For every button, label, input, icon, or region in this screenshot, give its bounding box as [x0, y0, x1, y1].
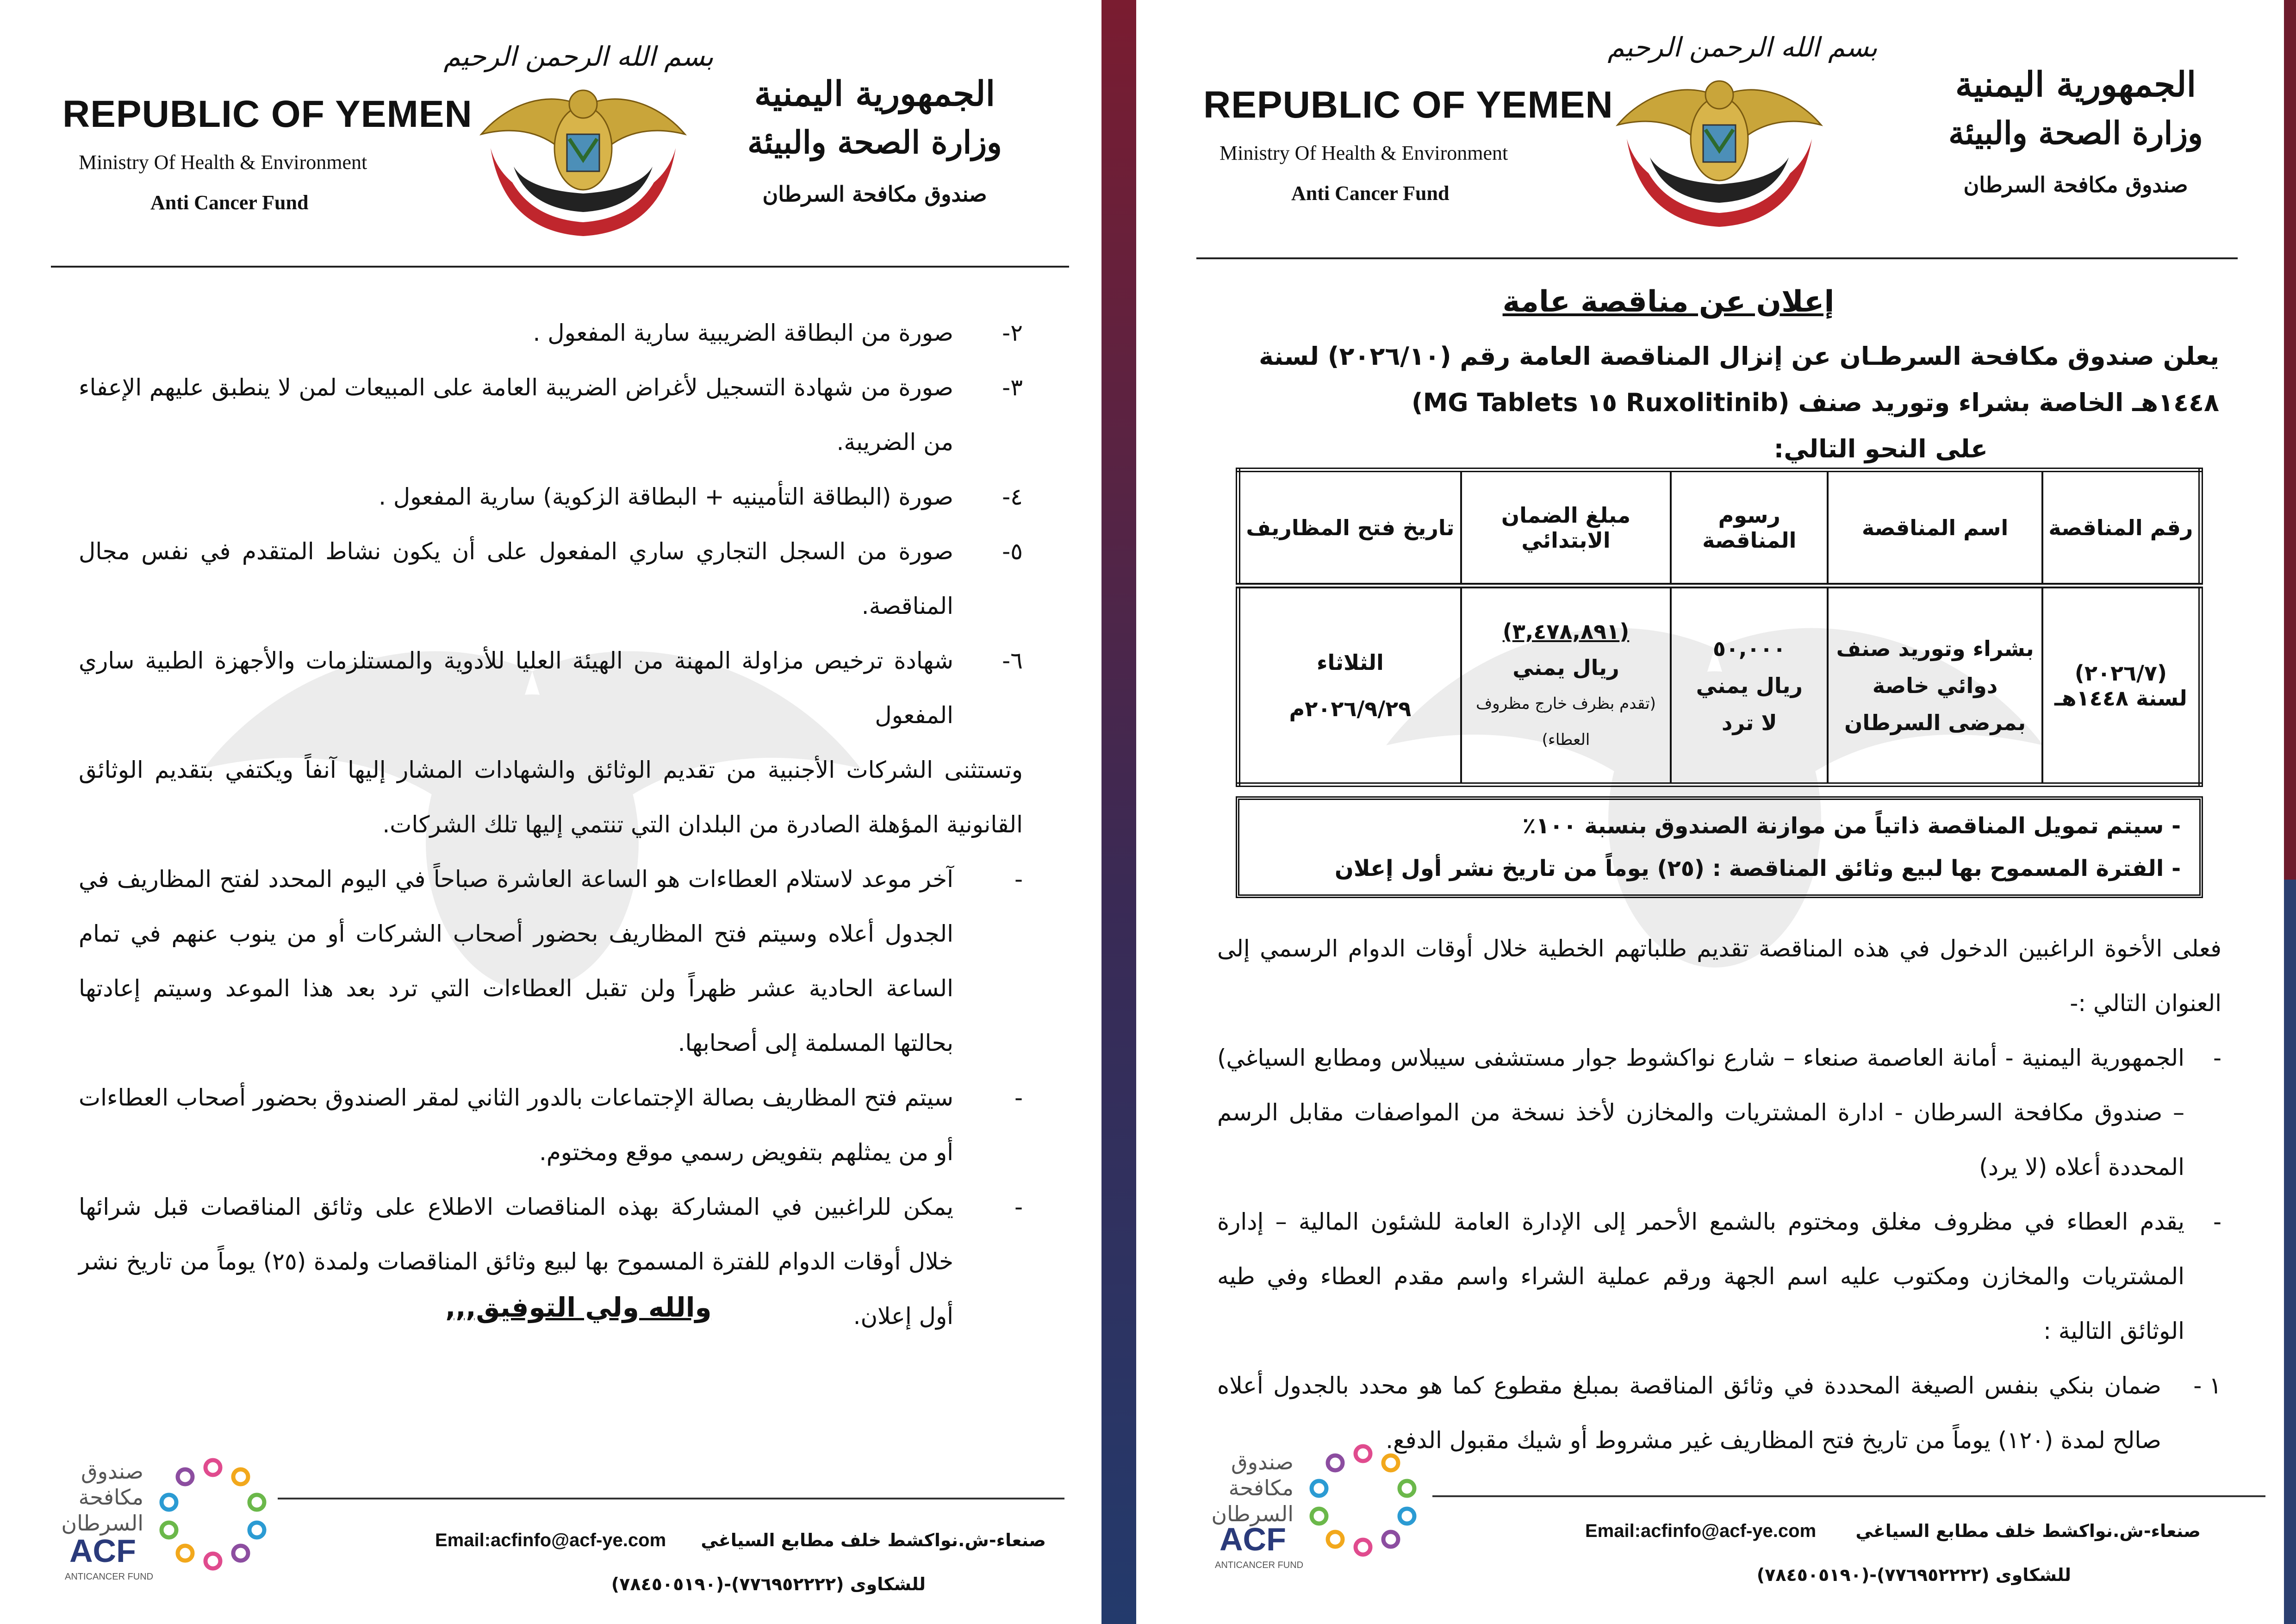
bullet-item: - يمكن للراغبين في المشاركة بهذه المناقصات الاطلاع على وثائق المناقصات قبل شرائها خلال أوقات الدوام للفترة المسموح بها لبيع وثائق المناقصات ولمدة (٢٥) يوماً من تاريخ نشر أول إعلان.	[79, 1193, 1023, 1330]
document-page-right	[1136, 0, 2284, 1624]
announcement-title: إعلان عن مناقصة عامة	[1502, 285, 1835, 319]
tender-table	[1236, 468, 2203, 787]
closing-line: والله ولي التوفيق,,,	[445, 1292, 712, 1323]
foreign-companies-paragraph: وتستثنى الشركات الأجنبية من تقديم الوثائق والشهادات المشار إليها آنفاً ويكتفي بتقديم الوثائق القانونية المؤهلة الصادرة من البلدان التي تنتمي إليها تلك الشركات.	[79, 756, 1023, 838]
acf-logo-ar-text: صندوق مكافحة السرطان	[1211, 1449, 1294, 1526]
col-header: رسوم المناقصة	[1671, 470, 1828, 586]
footer-divider	[1432, 1495, 2265, 1497]
footer-address: صنعاء-ش.نواكشط خلف مطابع السياغي	[1855, 1521, 2201, 1541]
acf-ribbon-circle-icon	[153, 1454, 273, 1574]
acf-logo-en-sub: ANTICANCER FUND	[65, 1572, 154, 1582]
doc-list-item: ٣- صورة من شهادة التسجيل لأغراض الضريبة العامة على المبيعات لمن لا ينطبق عليهم الإعفاء من الضريبة.	[79, 374, 1023, 456]
footer-divider	[278, 1498, 1064, 1499]
notes-box	[1236, 796, 2203, 898]
cell-guarantee: (٣,٤٧٨,٨٩١) ريال يمني (تقدم بظرف خارج مظروف العطاء)	[1461, 586, 1671, 785]
bullet-item: - آخر موعد لاستلام العطاءات هو الساعة العاشرة صباحاً في اليوم المحدد لفتح المظاريف في الجدول أعلاه وسيتم فتح المظاريف بحضور أصحاب الشركات أو من ينوب عنهم في تمام الساعة الحادية عشر ظهراً ولن تقبل العطاءات التي ترد بعد هذا الموعد وسيتم إعادتها بحالتها المسلمة إلى أصحابها.	[79, 866, 1023, 1056]
footer-phone: للشكاوى (٧٧٦٩٥٢٢٢٢)-(٧٨٤٥٠٥١٩٠)	[1756, 1565, 2071, 1585]
footer-email: Email:acfinfo@acf-ye.com	[1585, 1521, 1817, 1541]
note-item: - سيتم تمويل المناقصة ذاتياً من موازنة الصندوق بنسبة ١٠٠٪	[1258, 805, 2181, 847]
doc-list-item: ١ - ضمان بنكي بنفس الصيغة المحددة في وثائق المناقصة بمبلغ مقطوع كما هو محدد بالجدول أعلاه صالح لمدة (١٢٠) يوماً من تاريخ فتح المظاريف غير مشروط أو شيك مقبول الدفع.	[1217, 1372, 2221, 1454]
announcement-lead: يعلن صندوق مكافحة السرطـان عن إنزال المناقصة العامة رقم (٢٠٢٦/١٠) لسنة ١٤٤٨هـ الخاصة بشراء وتوريد صنف (Ruxolitinib ١٥ MG Tablets) على النحو التالي:	[1258, 342, 2219, 463]
header-en-title: REPUBLIC OF YEMEN	[1203, 84, 1613, 126]
col-header: رقم المناقصة	[2042, 470, 2201, 586]
doc-list-item: ٤- صورة (البطاقة التأمينيه + البطاقة الزكوية) سارية المفعول .	[379, 483, 1023, 510]
basmala: بسم الله الرحمن الرحيم	[443, 41, 714, 72]
bullet-item: - سيتم فتح المظاريف بصالة الإجتماعات بالدور الثاني لمقر الصندوق بحضور أصحاب العطاءات أو من يمثلهم بتفويض رسمي موقع ومختوم.	[79, 1084, 1023, 1166]
bullet-item: - يقدم العطاء في مظروف مغلق ومختوم بالشمع الأحمر إلى الإدارة العامة للشئون المالية – إدارة المشتريات والمخازن ومكتوب عليه اسم الجهة ورقم عملية الشراء واسم مقدم العطاء وفي طيه الوثائق التالية :	[1217, 1208, 2221, 1344]
col-header: تاريخ فتح المظاريف	[1238, 470, 1461, 586]
header-ar-ministry: وزارة الصحة والبيئة	[1948, 115, 2203, 152]
header-ar-ministry: وزارة الصحة والبيئة	[747, 124, 1002, 161]
header-ar-fund: صندوق مكافحة السرطان	[762, 181, 987, 206]
table-header-row	[1238, 470, 2201, 586]
intro-paragraph: فعلى الأخوة الراغبين الدخول في هذه المناقصة تقديم طلباتهم الخطية خلال أوقات الدوام الرسمي إلى العنوان التالي :-	[1217, 935, 2221, 1017]
col-header: اسم المناقصة	[1828, 470, 2042, 586]
document-page-left	[0, 0, 1101, 1624]
acf-ribbon-circle-icon	[1303, 1440, 1423, 1560]
acf-logo-en: ACF	[1220, 1521, 1286, 1557]
header-ar-fund: صندوق مكافحة السرطان	[1963, 172, 2188, 197]
acf-logo-ar-text: صندوق مكافحة السرطان	[61, 1459, 143, 1536]
right-body	[1217, 921, 2221, 1468]
header-en-ministry: Ministry Of Health & Environment	[1220, 142, 1508, 164]
bullet-item: - الجمهورية اليمنية - أمانة العاصمة صنعاء – شارع نواكشوط جوار مستشفى سيبلاس ومطابع السياغي) – صندوق مكافحة السرطان - ادارة المشتريات والمخازن لأخذ نسخة من المواصفات مقابل الرسم المحددة أعلاه (لا يرد)	[1217, 1044, 2221, 1181]
doc-list-item: ٥- صورة من السجل التجاري ساري المفعول على أن يكون نشاط المتقدم في نفس مجال المناقصة.	[79, 538, 1023, 619]
header-ar-republic: الجمهورية اليمنية	[754, 74, 996, 114]
header-en-title: REPUBLIC OF YEMEN	[62, 93, 473, 135]
header-en-fund: Anti Cancer Fund	[150, 191, 309, 214]
header-divider	[51, 266, 1069, 268]
left-body	[79, 306, 1023, 1343]
acf-logo-en: ACF	[69, 1533, 136, 1569]
note-item: - الفترة المسموح بها لبيع وثائق المناقصة : (٢٥) يوماً من تاريخ نشر أول إعلان	[1258, 847, 2181, 890]
yemen-eagle-emblem-icon	[477, 79, 690, 245]
doc-list-item: ٢- صورة من البطاقة الضريبية سارية المفعول .	[533, 319, 1023, 346]
acf-logo-en-sub: ANTICANCER FUND	[1215, 1560, 1304, 1570]
doc-list-item: ٦- شهادة ترخيص مزاولة المهنة من الهيئة العليا للأدوية والمستلزمات والأجهزة الطبية ساري المفعول	[79, 647, 1023, 729]
yemen-eagle-emblem-icon	[1613, 69, 1826, 236]
cell-tender-name: بشراء وتوريد صنف دوائي خاصة بمرضى السرطان	[1828, 586, 2042, 785]
cell-tender-number: (٢٠٢٦/٧) لسنة ١٤٤٨هـ	[2042, 586, 2201, 785]
table-row	[1238, 586, 2201, 785]
header-divider	[1196, 257, 2238, 259]
footer-address: صنعاء-ش.نواكشط خلف مطابع السياغي	[701, 1530, 1046, 1550]
cell-opening-date: الثلاثاء ٢٠٢٦/٩/٢٩م	[1238, 586, 1461, 785]
col-header: مبلغ الضمان الابتدائي	[1461, 470, 1671, 586]
header-ar-republic: الجمهورية اليمنية	[1955, 65, 2196, 105]
cell-tender-fee: ٥٠,٠٠٠ ريال يمني لا ترد	[1671, 586, 1828, 785]
footer-email: Email:acfinfo@acf-ye.com	[435, 1530, 666, 1550]
header-en-fund: Anti Cancer Fund	[1291, 182, 1450, 205]
header-en-ministry: Ministry Of Health & Environment	[79, 151, 367, 174]
footer-phone: للشكاوى (٧٧٦٩٥٢٢٢٢)-(٧٨٤٥٠٥١٩٠)	[611, 1574, 926, 1594]
basmala: بسم الله الرحمن الرحيم	[1607, 31, 1878, 63]
